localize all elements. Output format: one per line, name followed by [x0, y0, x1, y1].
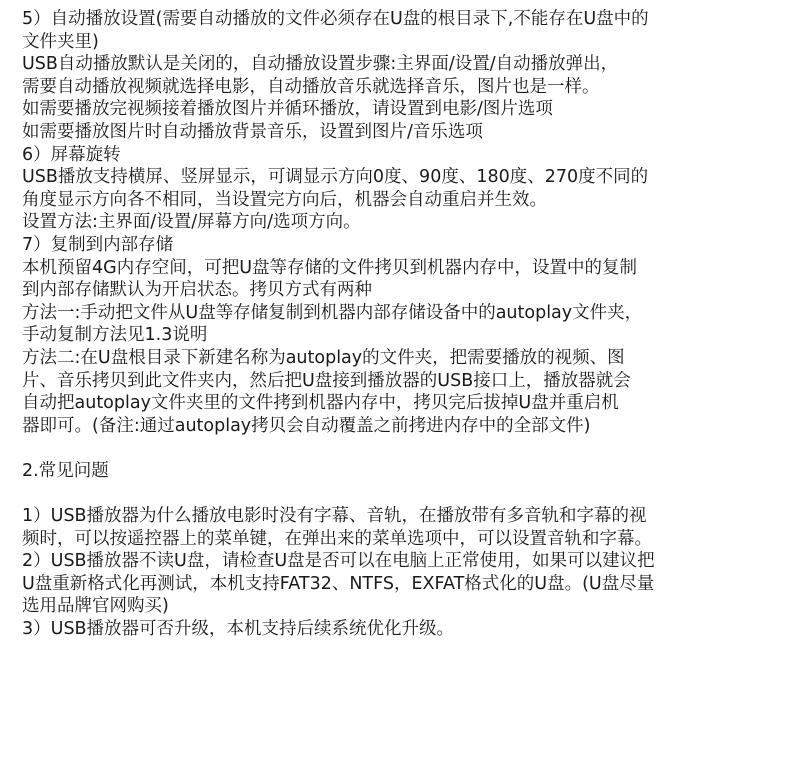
copy-text-line: 手动复制方法见1.3说明 [22, 325, 208, 346]
section-autoplay [22, 8, 782, 144]
autoplay-heading-continued: 文件夹里) [22, 31, 99, 52]
copy-text-line: 器即可。(备注:通过autoplay拷贝会自动覆盖之前拷进内存中的全部文件) [22, 415, 591, 436]
rotation-text-line: 设置方法:主界面/设置/屏幕方向/选项方向。 [22, 212, 361, 233]
rotation-text-line: 角度显示方向各不相同，当设置完方向后，机器会自动重启并生效。 [22, 189, 547, 210]
copy-text-line: 自动把autoplay文件夹里的文件拷到机器内存中，拷贝完后拔掉U盘并重启机 [22, 393, 619, 414]
autoplay-heading: 5）自动播放设置(需要自动播放的文件必须存在U盘的根目录下,不能存在U盘中的 [22, 9, 649, 29]
faq-text-line: 频时，可以按遥控器上的菜单键，在弹出来的菜单选项中，可以设置音轨和字幕。 [22, 528, 652, 549]
faq-text-line: 选用品牌官网购买) [22, 596, 169, 617]
spacer [22, 437, 782, 460]
autoplay-text-line: 如需要播放完视频接着播放图片并循环播放，请设置到电影/图片选项 [22, 99, 553, 120]
faq-text-line: 3）USB播放器可否升级，本机支持后续系统优化升级。 [22, 619, 455, 640]
rotation-text-line: USB播放支持横屏、竖屏显示，可调显示方向0度、90度、180度、270度不同的 [22, 167, 649, 188]
rotation-heading: 6）屏幕旋转 [22, 144, 121, 165]
autoplay-text-line: 如需要播放图片时自动播放背景音乐，设置到图片/音乐选项 [22, 121, 483, 142]
copy-text-line: 方法二:在U盘根目录下新建名称为autoplay的文件夹，把需要播放的视频、图 [22, 347, 625, 368]
section-copy [22, 234, 782, 437]
faq-text-line: 1）USB播放器为什么播放电影时没有字幕、音轨，在播放带有多音轨和字幕的视 [22, 506, 647, 527]
copy-text-line: 本机预留4G内存空间，可把U盘等存储的文件拷贝到机器内存中，设置中的复制 [22, 257, 638, 278]
manual-page [22, 8, 782, 641]
copy-text-line: 到内部存储默认为开启状态。拷贝方式有两种 [22, 280, 372, 301]
copy-text-line: 方法一:手动把文件从U盘等存储复制到机器内部存储设备中的autoplay文件夹， [22, 302, 643, 323]
faq-text-line: U盘重新格式化再测试，本机支持FAT32、NTFS，EXFAT格式化的U盘。(U盘尽量 [22, 573, 655, 594]
autoplay-text-line: USB自动播放默认是关闭的，自动播放设置步骤:主界面/设置/自动播放弹出， [22, 54, 619, 75]
faq-title: 2.常见问题 [22, 460, 109, 481]
spacer [22, 482, 782, 505]
faq-text-line: 2）USB播放器不读U盘，请检查U盘是否可以在电脑上正常使用，如果可以建议把 [22, 551, 655, 572]
copy-text-line: 片、音乐拷贝到此文件夹内，然后把U盘接到播放器的USB接口上，播放器就会 [22, 370, 631, 391]
autoplay-text-line: 需要自动播放视频就选择电影，自动播放音乐就选择音乐，图片也是一样。 [22, 76, 600, 97]
copy-heading: 7）复制到内部存储 [22, 234, 174, 255]
section-rotation [22, 144, 782, 234]
section-faq [22, 460, 782, 641]
